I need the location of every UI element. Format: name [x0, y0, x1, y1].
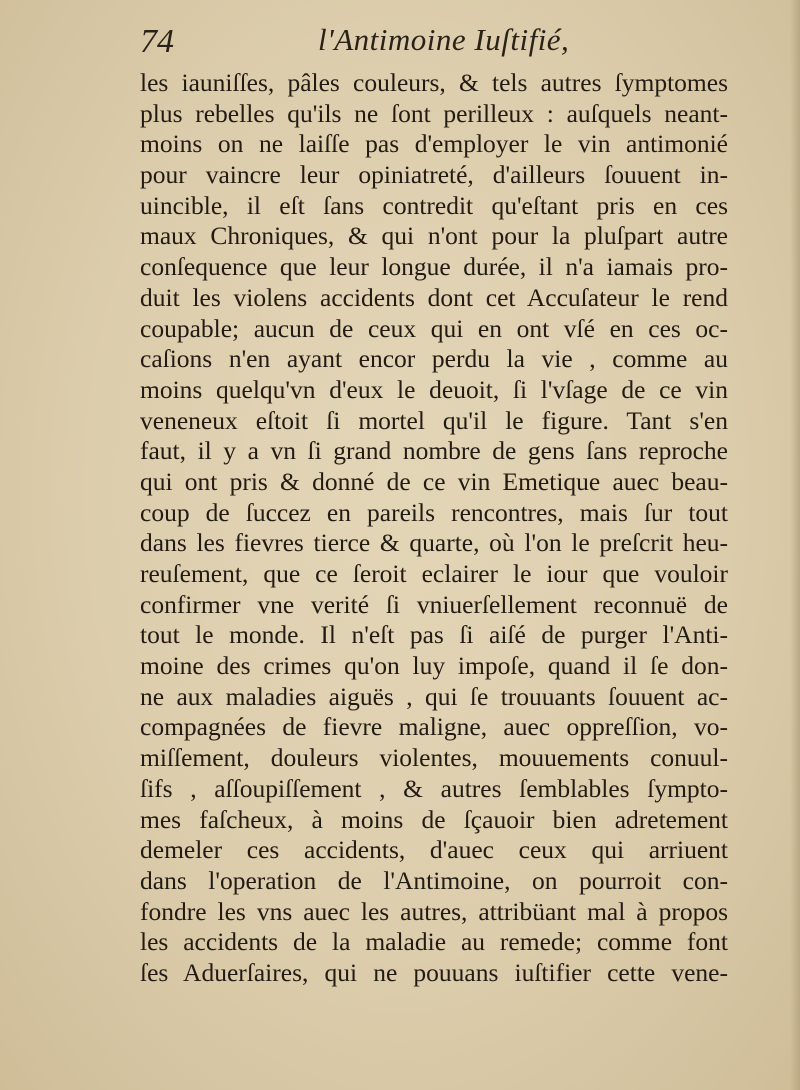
text-line: qui ont pris & donné de ce vin Emetique auec beau-	[140, 466, 728, 496]
text-line: reuſement, que ce ſeroit eclairer le iour que vouloir	[140, 559, 728, 588]
text-line: miſſement, douleurs violentes, mouuements conuul-	[140, 743, 728, 773]
text-line: ne aux maladies aiguës , qui ſe trouuants ſouuent ac-	[140, 681, 728, 711]
text-line: tout le monde. Il n'eſt pas ſi aiſé de purger l'Anti-	[140, 620, 728, 650]
body-text	[140, 68, 728, 989]
text-line: moine des crimes qu'on luy impoſe, quand il ſe don-	[140, 651, 728, 681]
text-line: moins quelqu'vn d'eux le deuoit, ſi l'vſage de ce vin	[140, 374, 728, 404]
running-head	[140, 14, 740, 66]
text-line: dans les fievres tierce & quarte, où l'on le preſcrit heu-	[140, 528, 728, 558]
text-line: demeler ces accidents, d'auec ceux qui arriuent	[140, 835, 728, 865]
text-line: fondre les vns auec les autres, attribüant mal à propos	[140, 896, 728, 926]
text-line: conſequence que leur longue durée, il n'a iamais pro-	[140, 252, 728, 282]
text-line: les iauniſſes, pâles couleurs, & tels autres ſymptomes	[140, 68, 728, 97]
text-line: veneneux eſtoit ſi mortel qu'il le figure. Tant s'en	[140, 405, 728, 435]
running-title: l'Antimoine Iuſtifié,	[318, 22, 570, 57]
text-line: plus rebelles qu'ils ne ſont perilleux : auſquels neant-	[140, 98, 728, 128]
text-line: moins on ne laiſſe pas d'employer le vin antimonié	[140, 129, 728, 159]
text-line: duit les violens accidents dont cet Accuſateur le rend	[140, 282, 728, 312]
text-line: caſions n'en ayant encor perdu la vie , comme au	[140, 344, 728, 374]
text-line: ſifs , aſſoupiſſement , & autres ſemblables ſympto-	[140, 773, 728, 803]
text-line: pour vaincre leur opiniatreté, d'ailleurs ſouuent in-	[140, 160, 728, 190]
text-line: ſes Aduerſaires, qui ne pouuans iuſtifier cette vene-	[140, 957, 728, 987]
text-line: dans l'operation de l'Antimoine, on pourroit con-	[140, 865, 728, 895]
text-line: coup de ſuccez en pareils rencontres, mais ſur tout	[140, 497, 728, 527]
text-line: compagnées de fievre maligne, auec oppreſſion, vo-	[140, 712, 728, 742]
page-number: 74	[140, 23, 174, 60]
text-line: uincible, il eſt ſans contredit qu'eſtant pris en ces	[140, 190, 728, 220]
text-line: faut, il y a vn ſi grand nombre de gens ſans reproche	[140, 436, 728, 466]
text-line: mes faſcheux, à moins de ſçauoir bien adretement	[140, 804, 728, 834]
text-line: coupable; aucun de ceux qui en ont vſé en ces oc-	[140, 313, 728, 343]
text-line: les accidents de la maladie au remede; comme font	[140, 927, 728, 957]
text-line: maux Chroniques, & qui n'ont pour la pluſpart autre	[140, 221, 728, 251]
text-line: confirmer vne verité ſi vniuerſellement reconnuë de	[140, 589, 728, 619]
